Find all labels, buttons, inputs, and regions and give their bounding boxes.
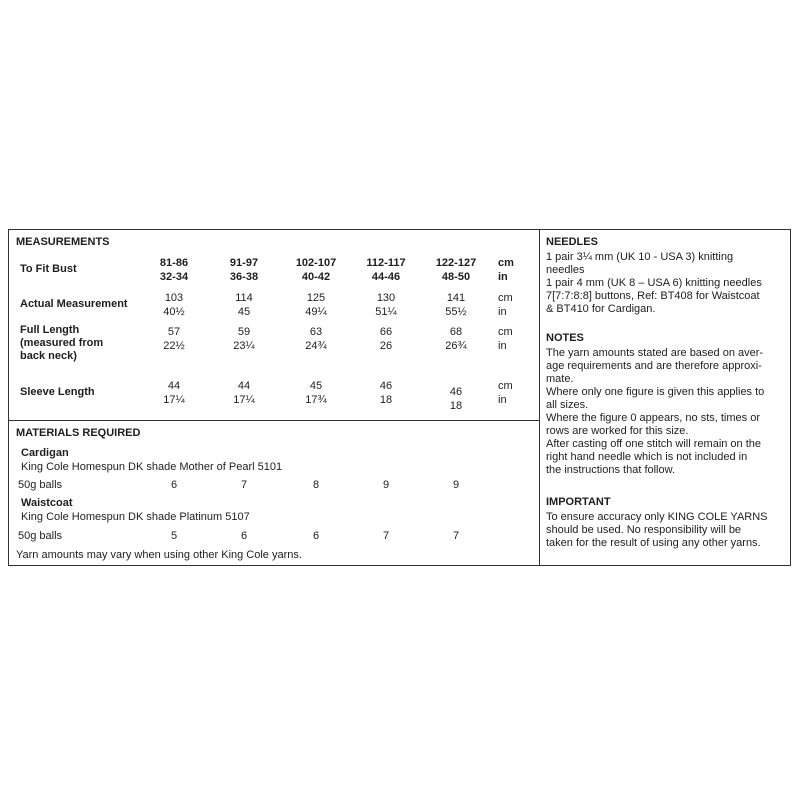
materials-title: MATERIALS REQUIRED — [16, 427, 141, 439]
measurement-value-cm: 102-107 — [295, 257, 337, 269]
important-text — [546, 511, 786, 550]
cardigan-ball-count: 9 — [452, 479, 460, 491]
measurement-value-in: 36-38 — [229, 271, 259, 283]
waistcoat-ball-count: 6 — [240, 530, 248, 542]
measurement-value-in: 45 — [237, 306, 251, 318]
cardigan-ball-count: 6 — [170, 479, 178, 491]
waistcoat-ball-count: 7 — [452, 530, 460, 542]
measurement-value-cm: 125 — [306, 292, 326, 304]
needles-line: needles — [546, 264, 585, 276]
unit-cm: cm — [498, 326, 513, 338]
needles-line: 1 pair 4 mm (UK 8 – USA 6) knitting needles — [546, 277, 762, 289]
waistcoat-desc: King Cole Homespun DK shade Platinum 5107 — [21, 511, 250, 523]
unit-in: in — [498, 306, 507, 318]
waistcoat-name: Waistcoat — [21, 497, 73, 509]
measurement-value-in: 17¾ — [305, 394, 327, 406]
cardigan-desc: King Cole Homespun DK shade Mother of Pearl 5101 — [21, 461, 283, 473]
measurement-value-in: 49¼ — [305, 306, 327, 318]
measurement-value-cm: 112-117 — [366, 257, 406, 269]
measurement-value-in: 48-50 — [441, 271, 471, 283]
measurements-title: MEASUREMENTS — [16, 236, 110, 248]
cardigan-ball-count: 8 — [312, 479, 320, 491]
notes-line: the instructions that follow. — [546, 464, 676, 476]
measurement-value-cm: 130 — [376, 292, 396, 304]
measurement-value-in: 18 — [379, 394, 393, 406]
measurement-value-in: 26 — [379, 340, 393, 352]
measurement-value-cm: 141 — [446, 292, 466, 304]
waistcoat-ball-count: 7 — [382, 530, 390, 542]
measurement-value-in: 51¼ — [375, 306, 397, 318]
measurement-row-label: Sleeve Length — [20, 386, 95, 398]
measurement-value-in: 40-42 — [301, 271, 331, 283]
measurement-value-in: 17¼ — [233, 394, 255, 406]
notes-line: Where only one figure is given this applies to — [546, 386, 765, 398]
needles-line: 1 pair 3¼ mm (UK 10 - USA 3) knitting — [546, 251, 734, 263]
cardigan-unit: 50g balls — [18, 479, 63, 491]
measurement-row-label: Actual Measurement — [20, 298, 128, 310]
important-title: IMPORTANT — [546, 496, 611, 508]
measurement-value-cm: 45 — [309, 380, 323, 392]
notes-line: rows are worked for this size. — [546, 425, 689, 437]
measurement-value-cm: 44 — [237, 380, 251, 392]
cardigan-ball-count: 9 — [382, 479, 390, 491]
notes-line: age requirements and are therefore approxi- — [546, 360, 762, 372]
measurement-value-cm: 114 — [235, 292, 253, 304]
notes-line: right hand needle which is not included in — [546, 451, 748, 463]
measurement-value-cm: 103 — [164, 292, 184, 304]
unit-in: in — [498, 394, 507, 406]
unit-in: in — [498, 340, 507, 352]
cardigan-ball-count: 7 — [240, 479, 248, 491]
notes-line: Where the figure 0 appears, no sts, times or — [546, 412, 760, 424]
measurement-value-cm: 122-127 — [435, 257, 477, 269]
notes-line: mate. — [546, 373, 574, 385]
materials-note: Yarn amounts may vary when using other King Cole yarns. — [16, 549, 302, 561]
measurement-value-cm: 44 — [167, 380, 181, 392]
needles-line: 7[7:7:8:8] buttons, Ref: BT408 for Waistcoat — [546, 290, 760, 302]
measurement-value-in: 55½ — [445, 306, 467, 318]
needles-line: & BT410 for Cardigan. — [546, 303, 656, 315]
measurement-value-cm: 91-97 — [229, 257, 259, 269]
measurement-value-in: 18 — [449, 400, 463, 412]
waistcoat-unit: 50g balls — [18, 530, 63, 542]
measurement-value-in: 32-34 — [159, 271, 189, 283]
needles-title: NEEDLES — [546, 236, 598, 248]
needles-text — [546, 251, 786, 316]
measurement-value-in: 22½ — [163, 340, 185, 352]
waistcoat-ball-count: 5 — [170, 530, 178, 542]
measurement-value-cm: 81-86 — [159, 257, 189, 269]
notes-line: all sizes. — [546, 399, 589, 411]
measurement-value-in: 17¼ — [163, 394, 185, 406]
measurement-value-cm: 66 — [379, 326, 393, 338]
measurement-value-cm: 46 — [449, 386, 463, 398]
important-line: taken for the result of using any other yarns. — [546, 537, 761, 549]
measurement-value-cm: 63 — [309, 326, 323, 338]
measurement-value-in: 44-46 — [371, 271, 401, 283]
measurement-value-in: 40½ — [163, 306, 185, 318]
section-divider — [8, 420, 540, 421]
measurement-value-in: 26¾ — [445, 340, 467, 352]
notes-line: After casting off one stitch will remain on the — [546, 438, 762, 450]
unit-in: in — [498, 271, 508, 283]
measurement-row-label: Full Length (measured from back neck) — [20, 324, 104, 362]
waistcoat-ball-count: 6 — [312, 530, 320, 542]
notes-line: The yarn amounts stated are based on aver- — [546, 347, 764, 359]
notes-title: NOTES — [546, 332, 584, 344]
unit-cm: cm — [498, 380, 513, 392]
measurement-value-in: 24¾ — [305, 340, 327, 352]
important-line: should be used. No responsibility will be — [546, 524, 742, 536]
measurement-value-cm: 68 — [449, 326, 463, 338]
unit-cm: cm — [498, 257, 514, 269]
important-line: To ensure accuracy only KING COLE YARNS — [546, 511, 768, 523]
unit-cm: cm — [498, 292, 513, 304]
measurement-row-label: To Fit Bust — [20, 263, 77, 275]
measurement-value-cm: 59 — [237, 326, 251, 338]
cardigan-name: Cardigan — [21, 447, 69, 459]
measurement-value-cm: 46 — [379, 380, 393, 392]
measurement-value-in: 23¼ — [233, 340, 255, 352]
column-divider — [539, 229, 540, 566]
measurement-value-cm: 57 — [167, 326, 181, 338]
notes-text — [546, 347, 786, 477]
